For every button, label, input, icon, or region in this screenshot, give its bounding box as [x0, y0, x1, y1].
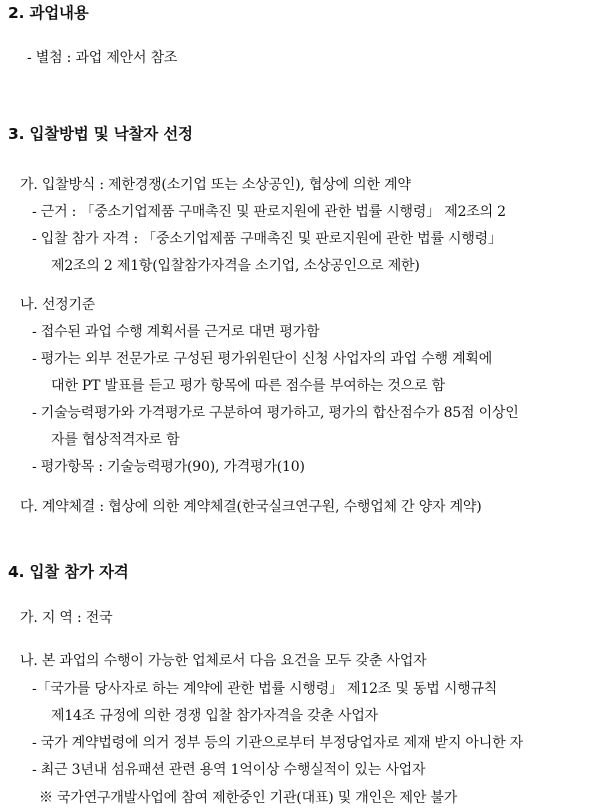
section-3-na-item: - 기술능력평가와 가격평가로 구분하여 평가하고, 평가의 합산점수가 85점 이상인	[32, 405, 519, 421]
section-3-na-item: - 평가항목 : 기술능력평가(90), 가격평가(10)	[32, 459, 305, 475]
section-3-na-item: - 평가는 외부 전문가로 구성된 평가위원단이 신청 사업자의 과업 수행 계획에	[32, 351, 493, 367]
section-3-na-item: 자를 협상적격자로 함	[51, 432, 180, 448]
section-3-ga-item: 제2조의 2 제1항(입찰참가자격을 소기업, 소상공인으로 제한)	[51, 258, 420, 274]
section-3-ga-item: - 근거 : 「중소기업제품 구매촉진 및 판로지원에 관한 법률 시행령」 제2조의 2	[32, 204, 506, 220]
section-3-ga-title: 가. 입찰방식 : 제한경쟁(소기업 또는 소상공인), 협상에 의한 계약	[20, 177, 411, 193]
section-2-item: - 별첨 : 과업 제안서 참조	[27, 50, 178, 66]
section-3-ga-item: - 입찰 참가 자격 : 「중소기업제품 구매촉진 및 판로지원에 관한 법률 시행령」	[32, 231, 502, 247]
section-3-na-item: 대한 PT 발표를 듣고 평가 항목에 따른 점수를 부여하는 것으로 함	[51, 378, 445, 394]
section-4-title: 4. 입찰 참가 자격	[8, 563, 129, 581]
section-4-note: ※ 국가연구개발사업에 참여 제한중인 기관(대표) 및 개인은 제안 불가	[39, 790, 458, 806]
section-4-na-item: 제14조 규정에 의한 경쟁 입찰 참가자격을 갖춘 사업자	[51, 708, 378, 724]
section-4-na-item: - 최근 3년내 섬유패션 관련 용역 1억이상 수행실적이 있는 사업자	[32, 762, 426, 778]
section-4-na-item: - 국가 계약법령에 의거 정부 등의 기관으로부터 부정당업자로 제재 받지 아니한 자	[32, 735, 523, 751]
section-3-na-title: 나. 선정기준	[20, 297, 96, 313]
section-3-title: 3. 입찰방법 및 낙찰자 선정	[8, 125, 193, 143]
section-4-na-title: 나. 본 과업의 수행이 가능한 업체로서 다음 요건을 모두 갖춘 사업자	[20, 653, 427, 669]
section-2-title: 2. 과업내용	[8, 4, 89, 22]
section-4-ga-title: 가. 지 역 : 전국	[20, 610, 113, 626]
section-4-na-item: -「국가를 당사자로 하는 계약에 관한 법률 시행령」 제12조 및 동법 시행규칙	[32, 681, 498, 697]
section-3-da-title: 다. 계약체결 : 협상에 의한 계약체결(한국실크연구원, 수행업체 간 양자 계약)	[20, 499, 482, 515]
section-3-na-item: - 접수된 과업 수행 계획서를 근거로 대면 평가함	[32, 324, 320, 340]
